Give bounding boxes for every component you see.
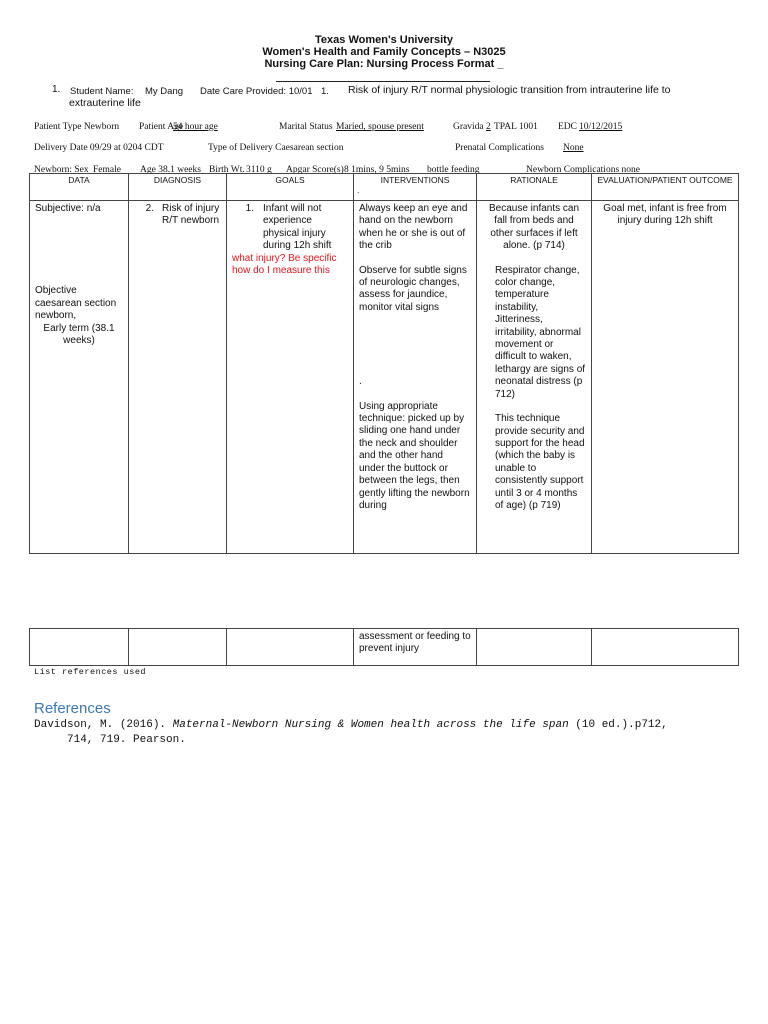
intervention-3: Using appropriate technique: picked up by sliding one hand under the neck and shoulder and the other hand under the buttock or between the legs, then gently lifting the newborn during bbox=[359, 400, 470, 511]
header-interventions-dot: . bbox=[357, 185, 360, 195]
care-plan-table-continued bbox=[29, 628, 739, 666]
reference-authors: Davidson, M. (2016). bbox=[34, 719, 173, 731]
edc-label: EDC bbox=[558, 122, 577, 132]
data-cell-continued bbox=[30, 629, 129, 666]
rationale-cell bbox=[477, 201, 592, 554]
rationale-2: Respirator change, color change, temperature instability, Jitteriness, irritability, abnormal movement or difficult to waken, lethargy are signs of neonatal distress (p 712) bbox=[495, 264, 586, 400]
diagnosis-cell bbox=[129, 201, 227, 554]
diagnosis-number: 2. bbox=[145, 203, 154, 214]
gravida-label: Gravida bbox=[453, 122, 484, 132]
apgar-label: Apgar Score(s) bbox=[286, 165, 344, 175]
reference-entry bbox=[34, 718, 734, 733]
evaluation-text: Goal met, infant is free from injury during 12h shift bbox=[603, 203, 727, 227]
apgar-value: 8 1mins, 9 5mins bbox=[344, 165, 410, 175]
evaluation-cell-continued bbox=[592, 629, 739, 666]
header-interventions-label: INTERVENTIONS bbox=[380, 175, 450, 185]
reference-edition: (10 ed.).p712, bbox=[568, 719, 668, 731]
subjective-data: Subjective: n/a bbox=[35, 203, 101, 214]
instructor-comment: what injury? Be specific how do I measure this bbox=[232, 252, 337, 277]
newborn-sex-label: Newborn: Sex bbox=[34, 165, 89, 175]
intervention-dot: . bbox=[359, 376, 362, 388]
title-underline bbox=[276, 81, 490, 82]
data-cell bbox=[30, 201, 129, 554]
header-rationale: RATIONALE bbox=[477, 174, 592, 201]
delivery-date: Delivery Date 09/29 at 0204 CDT bbox=[34, 143, 164, 153]
feeding-type: bottle feeding bbox=[427, 165, 480, 175]
patient-age-label: Patient Age bbox=[139, 122, 184, 132]
interventions-cell bbox=[354, 201, 477, 554]
student-name: My Dang bbox=[145, 86, 184, 97]
goals-cell bbox=[227, 201, 354, 554]
table-row bbox=[30, 629, 739, 666]
care-plan-table bbox=[29, 173, 739, 554]
rationale-3: This technique provide security and support for the head (which the baby is unable to consistently support until 3 or 4 months of age) (p 719) bbox=[495, 413, 585, 511]
prenatal-complications-label: Prenatal Complications bbox=[455, 143, 544, 153]
prenatal-complications-value: None bbox=[563, 143, 584, 153]
diagnosis-statement-line2: extrauterine life bbox=[69, 97, 141, 109]
diagnosis-statement-line1: Risk of injury R/T normal physiologic transition from intrauterine life to bbox=[348, 84, 671, 96]
diagnosis-text: Risk of injury R/T newborn bbox=[162, 203, 220, 227]
goal-number: 1. bbox=[245, 203, 254, 214]
reference-title: Maternal-Newborn Nursing & Women health across the life span bbox=[172, 719, 569, 731]
intervention-2: Observe for subtle signs of neurologic changes, assess for jaundice, monitor vital signs bbox=[359, 264, 467, 313]
table-header-row bbox=[30, 174, 739, 201]
rationale-cell-continued bbox=[477, 629, 592, 666]
diagnosis-item-number: 1. bbox=[321, 86, 329, 97]
edc-value: 10/12/2015 bbox=[579, 122, 623, 132]
goal-text: Infant will not experience physical injury during 12h shift bbox=[263, 203, 332, 252]
header-diagnosis: DIAGNOSIS bbox=[129, 174, 227, 201]
evaluation-cell bbox=[592, 201, 739, 554]
goals-cell-continued bbox=[227, 629, 354, 666]
patient-age-value: 54 hour age bbox=[173, 122, 218, 132]
patient-type: Patient Type Newborn bbox=[34, 122, 120, 132]
objective-data: Objective caesarean section newborn, bbox=[35, 285, 117, 322]
header-interventions bbox=[354, 174, 477, 201]
university-title: Texas Women's University bbox=[315, 34, 453, 46]
marital-status-value: Maried, spouse present bbox=[336, 122, 424, 132]
reference-pages: 714, 719. Pearson. bbox=[67, 734, 186, 746]
list-references-label: List references used bbox=[34, 667, 147, 677]
student-row-number: 1. bbox=[52, 84, 61, 95]
date-care-provided: Date Care Provided: 10/01 bbox=[200, 86, 313, 97]
interventions-cell-continued bbox=[354, 629, 477, 666]
newborn-age: Age 38.1 weeks bbox=[140, 165, 201, 175]
header-data: DATA bbox=[30, 174, 129, 201]
birth-weight-label: Birth Wt. bbox=[209, 165, 245, 175]
tpal: TPAL 1001 bbox=[494, 122, 538, 132]
birth-weight-value: 3110 g bbox=[246, 165, 272, 175]
references-heading: References bbox=[34, 700, 111, 717]
table-row bbox=[30, 201, 739, 554]
care-plan-title: Nursing Care Plan: Nursing Process Format _ bbox=[264, 58, 504, 70]
delivery-type: Type of Delivery Caesarean section bbox=[208, 143, 344, 153]
gravida-value: 2 bbox=[486, 122, 491, 132]
early-term-data: Early term (38.1 weeks) bbox=[43, 322, 115, 347]
intervention-3-continued: assessment or feeding to prevent injury bbox=[359, 631, 471, 655]
newborn-complications: Newborn Complications none bbox=[526, 165, 640, 175]
student-name-label: Student Name: bbox=[70, 86, 134, 97]
marital-status-label: Marital Status bbox=[279, 122, 333, 132]
newborn-sex-value: Female bbox=[93, 165, 121, 175]
course-title: Women's Health and Family Concepts – N3025 bbox=[262, 46, 506, 58]
header-evaluation: EVALUATION/PATIENT OUTCOME bbox=[592, 174, 739, 201]
intervention-1: Always keep an eye and hand on the newborn when he or she is out of the crib bbox=[359, 203, 468, 252]
diagnosis-cell-continued bbox=[129, 629, 227, 666]
rationale-1: Because infants can fall from beds and other surfaces if left alone. (p 714) bbox=[488, 203, 580, 252]
header-goals: GOALS bbox=[227, 174, 354, 201]
